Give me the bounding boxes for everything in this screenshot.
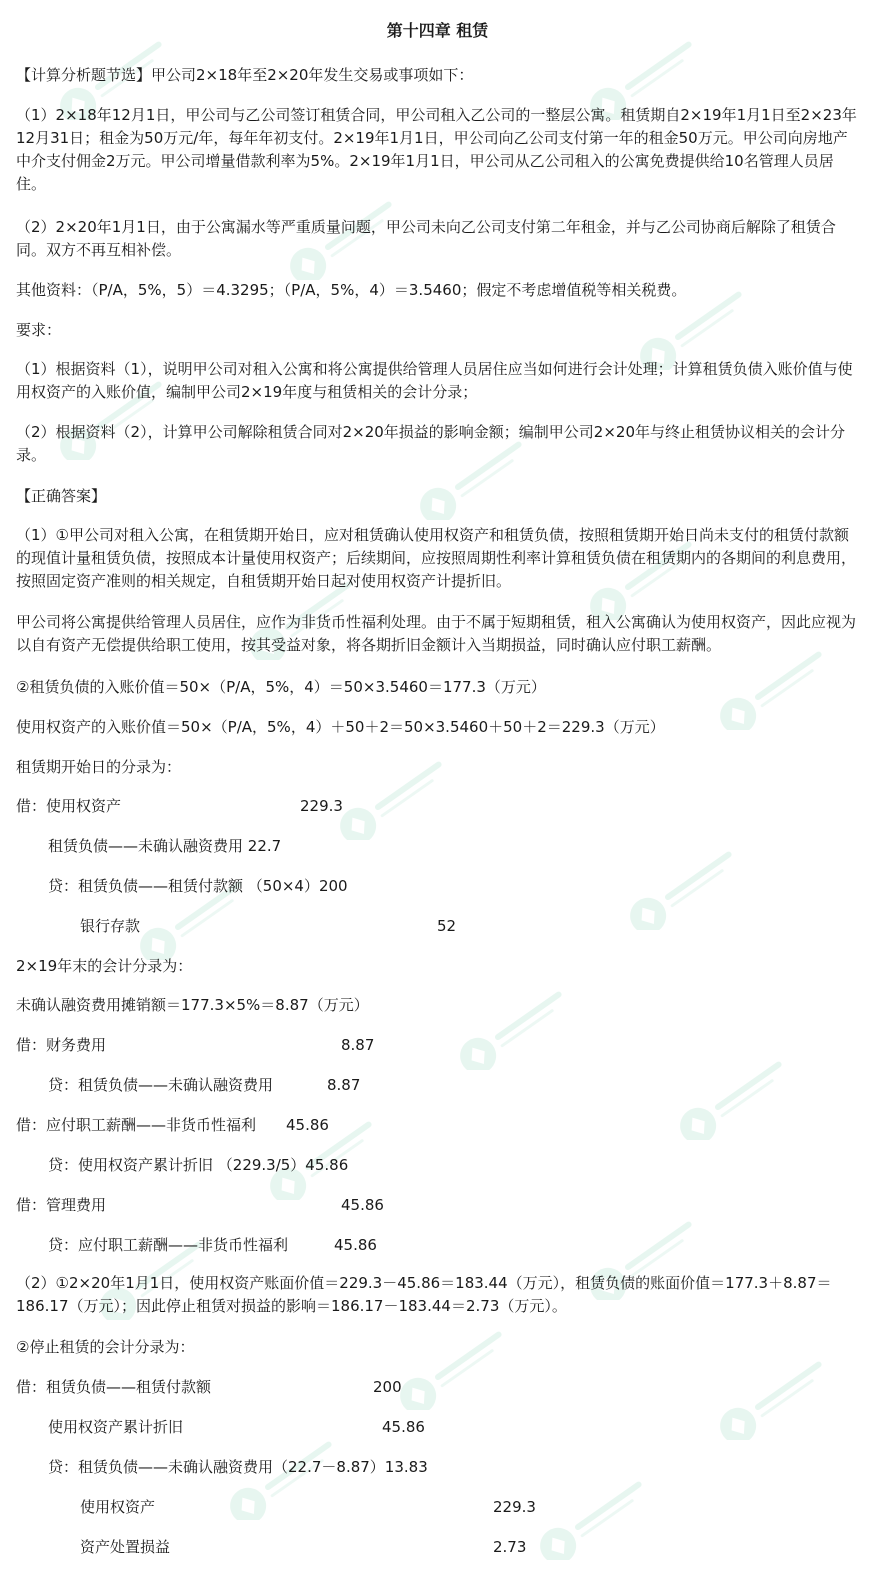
entry3-credit-gain-amount: 2.73 (493, 1538, 527, 1556)
entry3-debit-depreciation: 使用权资产累计折旧 (48, 1418, 184, 1436)
entry2-debit-finance: 借：财务费用 (16, 1036, 107, 1054)
requirement-1: （1）根据资料（1），说明甲公司对租入公寓和将公寓提供给管理人员居住应当如何进行会计处理；计算租赁负债入账价值与使用权资产的入账价值，编制甲公司2×19年度与租赁相关的会计分录； (16, 360, 853, 401)
entry2-debit-admin: 借：管理费用 (16, 1196, 107, 1214)
stop-entry-label: ②停止租赁的会计分录为： (16, 1338, 195, 1356)
entry2-credit-payroll: 贷：应付职工薪酬——非货币性福利 (48, 1236, 289, 1254)
material-2: （2）2×20年1月1日，由于公寓漏水等严重质量问题，甲公司未向乙公司支付第二年租金，并与乙公司协商后解除了租赁合同。双方不再互相补偿。 (16, 218, 836, 259)
other-info: 其他资料：（P/A，5%，5）＝4.3295；（P/A，5%，4）＝3.5460；假定不考虑增值税等相关税费。 (16, 281, 687, 299)
watermark-logo (700, 650, 850, 734)
entry1-debit-unrecognized: 租赁负债——未确认融资费用 22.7 (48, 837, 282, 855)
entry2-debit-finance-amount: 8.87 (341, 1036, 375, 1054)
entry3-credit-rou-amount: 229.3 (493, 1498, 536, 1516)
entry2-credit-payroll-amount: 45.86 (334, 1236, 377, 1254)
requirement-label: 要求： (16, 321, 62, 339)
page-title: 第十四章 租赁 (386, 21, 489, 40)
watermark-logo (520, 1480, 670, 1564)
requirement-2: （2）根据资料（2），计算甲公司解除租赁合同对2×20年损益的影响金额；编制甲公司2×20年与终止租赁协议相关的会计分录。 (16, 423, 845, 464)
entry3-debit-lease: 借：租赁负债——租赁付款额 (16, 1378, 212, 1396)
answer-label: 【正确答案】 (16, 487, 107, 505)
watermark-logo (660, 1060, 810, 1144)
watermark-logo (700, 1360, 850, 1444)
entry1-debit-rou-amount: 229.3 (300, 797, 343, 815)
entry2-credit-unrecognized-amount: 8.87 (327, 1076, 361, 1094)
answer-1-part-a: （1）①甲公司对租入公寓，在租赁期开始日，应对租赁确认使用权资产和租赁负债，按照租赁期开始日尚未支付的租赁付款额的现值计量租赁负债，按照成本计量使用权资产；后续期间，应按照周期性利率计算租赁负债在租赁期内的各期间的利息费用，按照固定资产准则的相关规定，自租赁期开始日起对使用权资产计提折旧。 (16, 526, 857, 590)
entry2-debit-payroll-amount: 45.86 (286, 1116, 329, 1134)
entry1-credit-bank: 银行存款 (80, 917, 141, 935)
answer-1-part-b: 甲公司将公寓提供给管理人员居住，应作为非货币性福利处理。由于不属于短期租赁，租入公寓确认为使用权资产，因此应视为以自有资产无偿提供给职工使用，按其受益对象，将各期折旧金额计入当期损益，同时确认应付职工薪酬。 (16, 613, 857, 654)
start-entry-label: 租赁期开始日的分录为： (16, 758, 182, 776)
entry3-debit-lease-amount: 200 (373, 1378, 402, 1396)
intro-text: 【计算分析题节选】甲公司2×18年至2×20年发生交易或事项如下： (16, 66, 474, 84)
watermark-logo (380, 1330, 530, 1414)
answer-2: （2）①2×20年1月1日，使用权资产账面价值＝229.3－45.86＝183.44（万元），租赁负债的账面价值＝177.3＋8.87＝186.17（万元）；因此停止租赁对损益的影响＝186.17－183.44＝2.73（万元）。 (16, 1274, 832, 1315)
yearend-label: 2×19年末的会计分录为： (16, 957, 193, 975)
entry1-credit-bank-amount: 52 (437, 917, 457, 935)
material-1: （1）2×18年12月1日，甲公司与乙公司签订租赁合同，甲公司租入乙公司的一整层公寓。租赁期自2×19年1月1日至2×23年12月31日；租金为50万元/年，每年年初支付。2×19年1月1日，甲公司向乙公司支付第一年的租金50万元。甲公司向房地产中介支付佣金2万元。甲公司增量借款利率为5%。2×19年1月1日，甲公司从乙公司租入的公寓免费提供给10名管理人员居住。 (16, 106, 857, 193)
entry3-credit-unrecognized: 贷：租赁负债——未确认融资费用（22.7－8.87）13.83 (48, 1458, 428, 1476)
lease-liability-calc: ②租赁负债的入账价值＝50×（P/A，5%，4）＝50×3.5460＝177.3（万元） (16, 678, 546, 696)
entry3-credit-gain: 资产处置损益 (80, 1538, 171, 1556)
rou-asset-calc: 使用权资产的入账价值＝50×（P/A，5%，4）＋50＋2＝50×3.5460＋50＋2＝229.3（万元） (16, 718, 665, 736)
watermark-logo (610, 850, 760, 934)
entry3-credit-rou: 使用权资产 (80, 1498, 156, 1516)
entry1-credit-lease: 贷：租赁负债——租赁付款额 （50×4）200 (48, 877, 348, 895)
entry2-credit-unrecognized: 贷：租赁负债——未确认融资费用 (48, 1076, 274, 1094)
watermark-logo (440, 990, 590, 1074)
entry2-debit-payroll: 借：应付职工薪酬——非货币性福利 (16, 1116, 257, 1134)
entry1-debit-rou: 借：使用权资产 (16, 797, 122, 815)
amortization-calc: 未确认融资费用摊销额＝177.3×5%＝8.87（万元） (16, 996, 369, 1014)
watermark-logo (210, 1440, 360, 1524)
entry3-debit-depreciation-amount: 45.86 (382, 1418, 425, 1436)
entry2-debit-admin-amount: 45.86 (341, 1196, 384, 1214)
entry2-credit-depreciation: 贷：使用权资产累计折旧 （229.3/5）45.86 (48, 1156, 349, 1174)
